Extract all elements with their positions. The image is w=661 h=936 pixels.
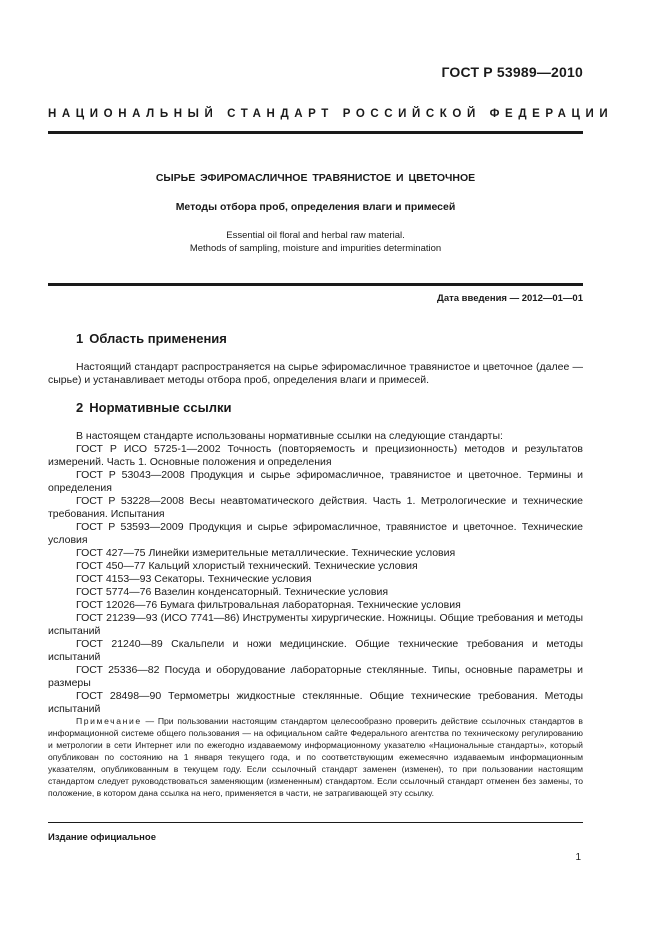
section-1-title: Область применения — [89, 331, 227, 346]
section-2-number: 2 — [76, 400, 84, 415]
english-title-line-2: Methods of sampling, moisture and impurities determination — [189, 243, 442, 254]
reference-item: ГОСТ Р 53228—2008 Весы неавтоматического действия. Часть 1. Метрологические и технические требования. Испытания — [48, 495, 583, 520]
header-rule — [48, 131, 583, 134]
reference-item: ГОСТ 25336—82 Посуда и оборудование лабораторные стеклянные. Типы, основные параметры и размеры — [48, 664, 583, 689]
document-title: СЫРЬЕ ЭФИРОМАСЛИЧНОЕ ТРАВЯНИСТОЕ И ЦВЕТОЧНОЕ — [155, 172, 476, 184]
section-1-heading — [76, 331, 227, 346]
section-1-number: 1 — [76, 331, 84, 346]
section-1-body — [48, 361, 583, 387]
reference-item: ГОСТ 5774—76 Вазелин конденсаторный. Технические условия — [76, 586, 389, 598]
footer-rule — [48, 822, 583, 823]
reference-item: ГОСТ 21239—93 (ИСО 7741—86) Инструменты хирургические. Ножницы. Общие требования и методы испытаний — [48, 612, 583, 637]
reference-item: ГОСТ 28498—90 Термометры жидкостные стеклянные. Общие технические требования. Методы испытаний — [48, 690, 583, 715]
section-2-body — [48, 430, 583, 716]
page-number: 1 — [575, 852, 581, 863]
reference-item: ГОСТ Р 53593—2009 Продукция и сырье эфиромасличное, травянистое и цветочное. Технические условия — [48, 521, 583, 546]
reference-item: ГОСТ 12026—76 Бумага фильтровальная лабораторная. Технические условия — [76, 599, 461, 611]
section-2-heading — [76, 400, 231, 415]
reference-item: ГОСТ Р 53043—2008 Продукция и сырье эфиромасличное, травянистое и цветочное. Термины и определения — [48, 469, 583, 494]
note-block — [48, 715, 583, 799]
note-label: Примечание — [76, 716, 142, 726]
english-title — [48, 229, 583, 255]
section-1-paragraph: Настоящий стандарт распространяется на сырье эфиромасличное травянистое и цветочное (далее — сырье) и устанавливает методы отбора проб, определения влаги и примесей. — [48, 361, 583, 386]
official-edition-label: Издание официальное — [48, 832, 156, 843]
national-standard-banner: НАЦИОНАЛЬНЫЙ СТАНДАРТ РОССИЙСКОЙ ФЕДЕРАЦИИ — [48, 108, 614, 120]
introduction-date: Дата введения — 2012—01—01 — [437, 293, 583, 304]
reference-item: ГОСТ 21240—89 Скальпели и ножи медицинские. Общие технические требования и методы испытаний — [48, 638, 583, 663]
reference-item: ГОСТ Р ИСО 5725-1—2002 Точность (повторяемость и прецизионность) методов и результатов измерений. Часть 1. Основные положения и определения — [48, 443, 583, 468]
english-title-line-1: Essential oil floral and herbal raw material. — [226, 230, 405, 241]
note-text: — При пользовании настоящим стандартом целесообразно проверить действие ссылочных стандартов в информационной системе общего пользования — на официальном сайте Федерального агентства по техническому регулированию и метрологии в сети Интернет или по ежегодно издаваемому информационному указателю «Национальные стандарты», который опубликован по состоянию на 1 января текущего года, и по соответствующим ежемесячно издаваемым информационным указателям, опубликованным в текущем году. Если ссылочный стандарт заменен (изменен), то при пользовании настоящим стандартом следует руководствоваться заменяющим (измененным) стандартом. Если ссылочный стандарт отменен без замены, то положение, в котором дана ссылка на него, применяется в части, не затрагивающей эту ссылку. — [48, 716, 583, 798]
title-rule — [48, 283, 583, 286]
document-subtitle: Методы отбора проб, определения влаги и примесей — [175, 201, 456, 213]
section-2-intro: В настоящем стандарте использованы нормативные ссылки на следующие стандарты: — [76, 430, 503, 442]
standard-code: ГОСТ Р 53989—2010 — [441, 64, 583, 80]
reference-item: ГОСТ 4153—93 Секаторы. Технические условия — [76, 573, 312, 585]
reference-item: ГОСТ 427—75 Линейки измерительные металлические. Технические условия — [76, 547, 456, 559]
section-2-title: Нормативные ссылки — [89, 400, 232, 415]
reference-item: ГОСТ 450—77 Кальций хлористый технический. Технические условия — [76, 560, 418, 572]
note-paragraph — [48, 715, 583, 799]
